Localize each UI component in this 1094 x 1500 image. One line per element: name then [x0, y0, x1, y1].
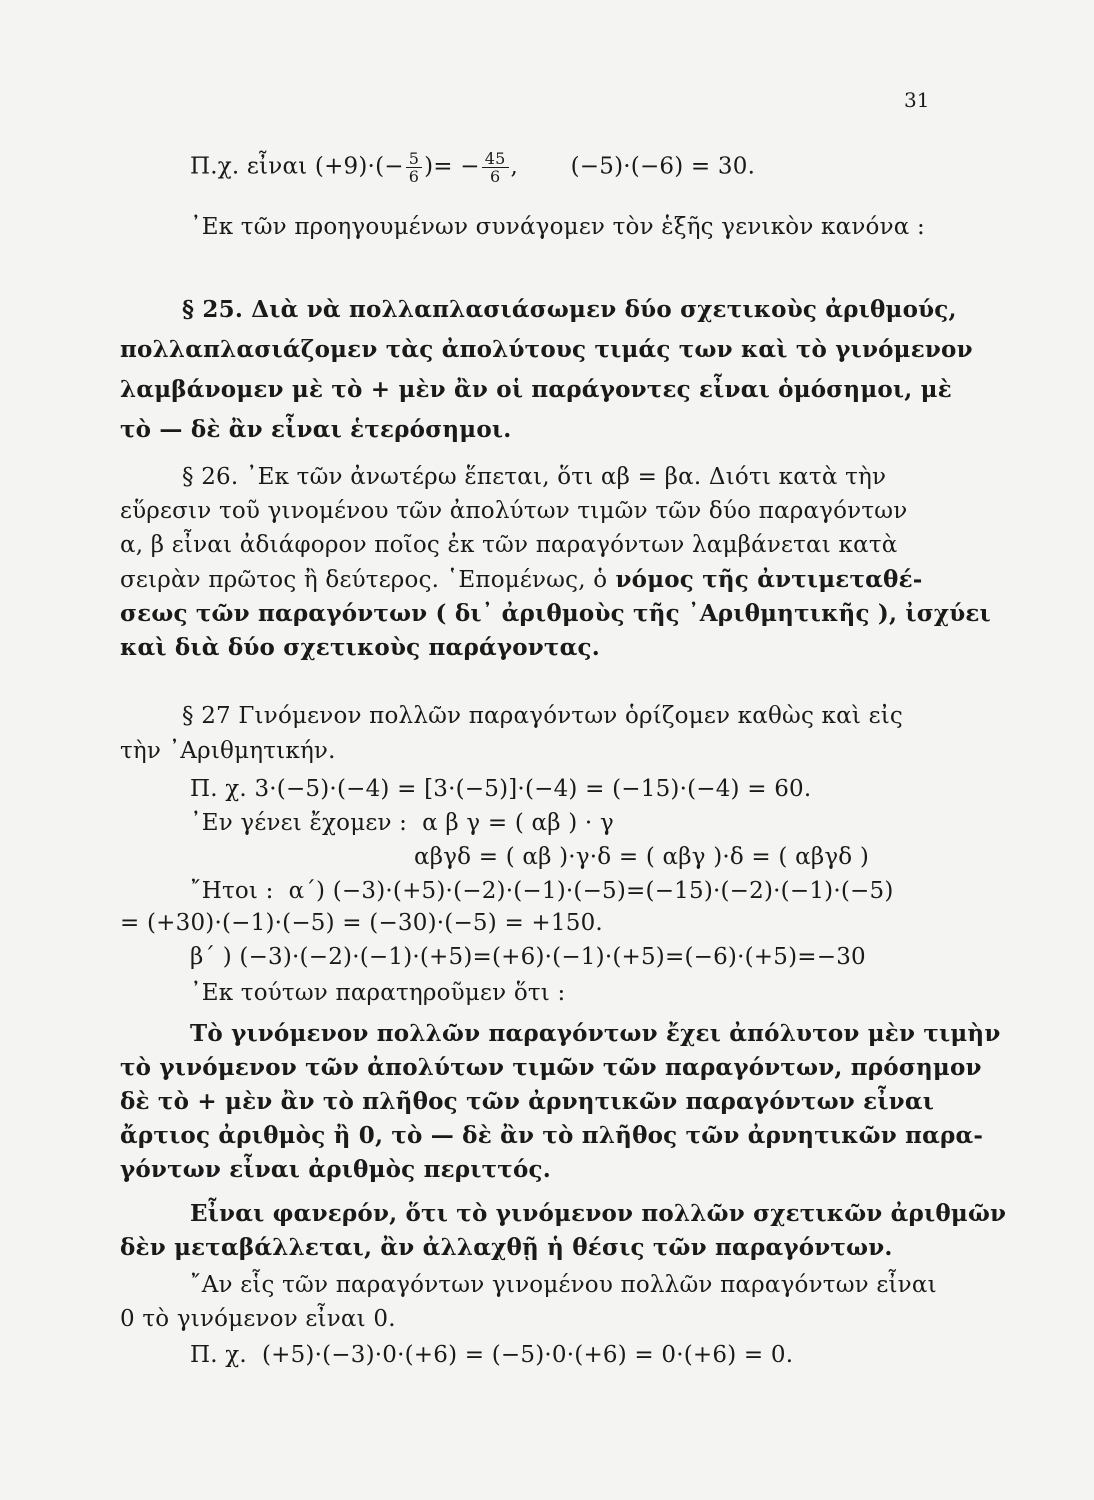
s27-example-6: β΄ ) (−3)·(−2)·(−1)·(+5)=(+6)·(−1)·(+5)=(−6)·(+5)=−30	[190, 944, 866, 970]
rule-line-1: Τὸ γινόμενον πολλῶν παραγόντων ἔχει ἀπόλυτον μὲν τιμὴν	[190, 1020, 1001, 1047]
eq-part-c: , (−5)·(−6) = 30.	[510, 153, 756, 180]
zero-line-1: ῎Αν εἷς τῶν παραγόντων γινομένου πολλῶν παραγόντων εἶναι	[190, 1272, 937, 1298]
s25-line-3: λαμβάνομεν μὲ τὸ + μὲν ἂν οἱ παράγοντες εἶναι ὁμόσημοι, μὲ	[120, 376, 952, 403]
intro-line: ᾿Εκ τῶν προηγουμένων συνάγομεν τὸν ἑξῆς γενικὸν κανόνα :	[190, 214, 925, 240]
s26-line-1: § 26. ᾿Εκ τῶν ἀνωτέρω ἕπεται, ὅτι αβ = βα. Διότι κατὰ τὴν	[182, 464, 887, 490]
s26-line-6: καὶ διὰ δύο σχετικοὺς παράγοντας.	[120, 634, 600, 661]
s25-line-1: § 25. Διὰ νὰ πολλαπλασιάσωμεν δύο σχετικοὺς ἀριθμούς,	[182, 296, 957, 323]
s26-line-5: σεως τῶν παραγόντων ( δι᾽ ἀριθμοὺς τῆς ᾿Αριθμητικῆς ), ἰσχύει	[120, 600, 991, 627]
rule-line-5: γόντων εἶναι ἀριθμὸς περιττός.	[120, 1156, 551, 1183]
s26-line-3: α, β εἶναι ἀδιάφορον ποῖος ἐκ τῶν παραγόντων λαμβάνεται κατὰ	[120, 532, 898, 558]
fraction-45-6: $\frac{45}{6}$	[482, 150, 509, 185]
rule-line-3: δὲ τὸ + μὲν ἂν τὸ πλῆθος τῶν ἀρνητικῶν παραγόντων εἶναι	[120, 1088, 935, 1115]
s25-line-2: πολλαπλασιάζομεν τὰς ἀπολύτους τιμάς των καὶ τὸ γινόμενον	[120, 336, 973, 363]
rule2-line-2: δὲν μεταβάλλεται, ἂν ἀλλαχθῇ ἡ θέσις τῶν παραγόντων.	[120, 1234, 893, 1261]
s26-line-2: εὕρεσιν τοῦ γινομένου τῶν ἀπολύτων τιμῶν τῶν δύο παραγόντων	[120, 498, 908, 524]
eq-part-b: )= −	[424, 153, 480, 180]
s27-example-4: ῎Ητοι : α΄) (−3)·(+5)·(−2)·(−1)·(−5)=(−15)·(−2)·(−1)·(−5)	[190, 878, 894, 904]
zero-example: Π. χ. (+5)·(−3)·0·(+6) = (−5)·0·(+6) = 0·(+6) = 0.	[190, 1342, 794, 1368]
fraction-5-6: $\frac{5}{6}$	[406, 150, 422, 185]
eq-part-a: Π.χ. εἶναι (+9)·(−	[190, 153, 404, 180]
s25-line-4: τὸ — δὲ ἂν εἶναι ἑτερόσημοι.	[120, 416, 512, 443]
s27-line-1: § 27 Γινόμενον πολλῶν παραγόντων ὁρίζομεν καθὼς καὶ εἰς	[182, 703, 904, 729]
page-number: 31	[904, 88, 930, 112]
s27-example-7: ᾿Εκ τούτων παρατηροῦμεν ὅτι :	[190, 980, 566, 1006]
zero-line-2: 0 τὸ γινόμενον εἶναι 0.	[120, 1306, 396, 1332]
s26-line-4: σειρὰν πρῶτος ἢ δεύτερος. ῾Επομένως, ὁ νόμος τῆς ἀντιμεταθέ-	[120, 566, 923, 593]
s27-example-1: Π. χ. 3·(−5)·(−4) = [3·(−5)]·(−4) = (−15)·(−4) = 60.	[190, 776, 812, 802]
rule-line-2: τὸ γινόμενον τῶν ἀπολύτων τιμῶν τῶν παραγόντων, πρόσημον	[120, 1054, 982, 1081]
s27-example-3: αβγδ = ( αβ )·γ·δ = ( αβγ )·δ = ( αβγδ )	[414, 844, 870, 870]
rule-line-4: ἄρτιος ἀριθμὸς ἢ 0, τὸ — δὲ ἂν τὸ πλῆθος τῶν ἀρνητικῶν παρα-	[120, 1122, 984, 1149]
rule2-line-1: Εἶναι φανερόν, ὅτι τὸ γινόμενον πολλῶν σχετικῶν ἀριθμῶν	[190, 1200, 1007, 1227]
s27-example-5: = (+30)·(−1)·(−5) = (−30)·(−5) = +150.	[120, 910, 603, 936]
s27-example-2: ᾿Εν γένει ἔχομεν : α β γ = ( αβ ) · γ	[190, 810, 614, 836]
s27-line-2: τὴν ᾿Αριθμητικήν.	[120, 738, 336, 764]
example-fraction-equation	[190, 150, 755, 185]
